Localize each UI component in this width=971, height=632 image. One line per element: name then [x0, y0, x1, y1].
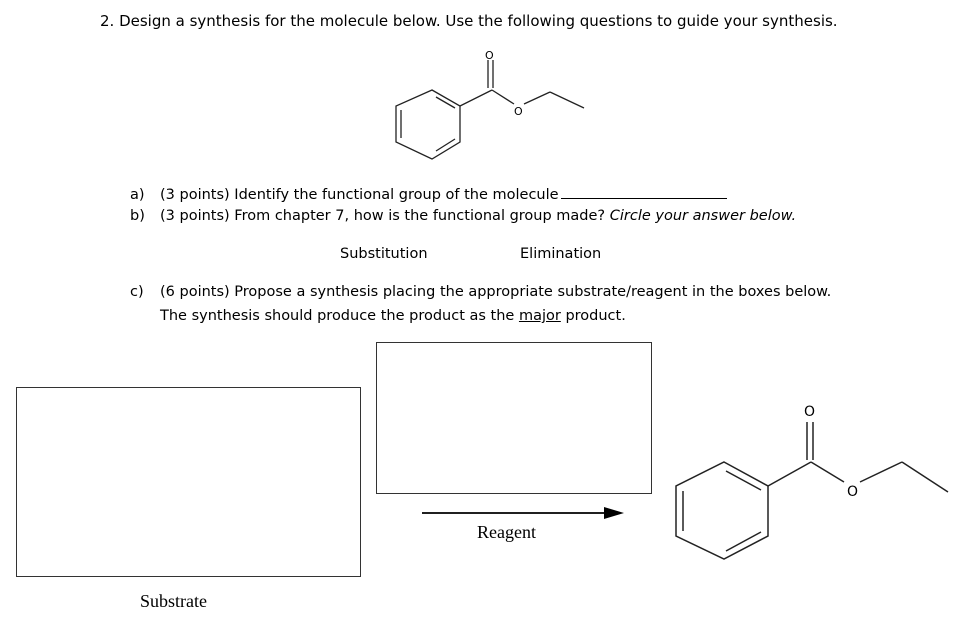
- ethyl-bond: [550, 92, 584, 108]
- molecule-bonds: [396, 60, 584, 159]
- part-c-line2-after: product.: [565, 308, 626, 324]
- part-c-line2-before: The synthesis should produce the product as the: [160, 308, 515, 324]
- part-a-letter: a): [130, 187, 145, 203]
- target-molecule-structure: [380, 42, 620, 172]
- reagent-box[interactable]: [376, 342, 652, 494]
- part-b-text: (3 points) From chapter 7, how is the functional group made?: [160, 208, 606, 224]
- part-b-instruction: Circle your answer below.: [609, 208, 797, 224]
- substrate-box[interactable]: [16, 387, 361, 577]
- reagent-label: Reagent: [477, 522, 536, 542]
- ester-oxygen-label: O: [514, 105, 523, 118]
- choice-elimination[interactable]: Elimination: [520, 246, 602, 262]
- part-a-text: (3 points) Identify the functional group of the molecule: [160, 187, 559, 203]
- reaction-arrow: [420, 504, 626, 522]
- product-bonds: [676, 422, 948, 559]
- substrate-label: Substrate: [140, 591, 207, 611]
- part-b-letter: b): [130, 208, 145, 224]
- product-molecule-structure: [664, 396, 964, 576]
- part-b-line: [130, 208, 796, 224]
- ethyl-bond: [524, 92, 550, 104]
- choice-substitution[interactable]: Substitution: [340, 246, 428, 262]
- arrow-head-icon: [604, 507, 624, 519]
- product-carbonyl-oxygen-label: O: [804, 404, 816, 420]
- product-ethyl-bond: [860, 462, 902, 482]
- product-ring-double-bond: [726, 471, 761, 490]
- carbonyl-oxygen-label: O: [485, 49, 494, 62]
- part-c-letter: c): [130, 284, 144, 300]
- product-benzene-ring: [676, 462, 768, 559]
- part-c-text: (6 points) Propose a synthesis placing the appropriate substrate/reagent in the boxes below.: [160, 284, 832, 300]
- part-c-line2-emphasis: major: [518, 308, 561, 324]
- answer-blank[interactable]: [561, 184, 727, 199]
- ring-double-bond: [436, 97, 455, 108]
- part-c-line-2: [160, 308, 626, 324]
- aryl-carbonyl-bond: [460, 90, 492, 106]
- product-ester-oxygen-label: O: [847, 484, 859, 500]
- product-ethyl-bond: [902, 462, 948, 492]
- question-title: 2. Design a synthesis for the molecule below. Use the following questions to guide your synthesis.: [100, 12, 838, 30]
- product-aryl-carbonyl-bond: [768, 462, 811, 486]
- ring-double-bond: [436, 139, 455, 151]
- part-a-line: [130, 184, 727, 203]
- benzene-ring: [396, 90, 460, 159]
- ester-bond: [492, 90, 514, 104]
- product-ester-bond: [811, 462, 844, 482]
- part-c-line-1: [130, 284, 831, 300]
